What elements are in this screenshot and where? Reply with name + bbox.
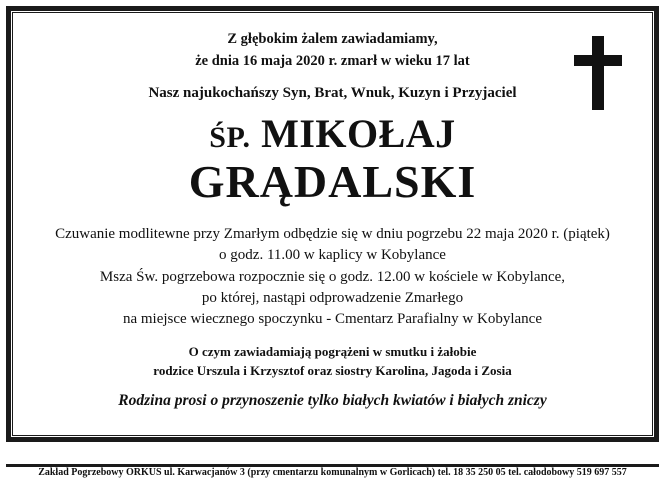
funeral-home-footer: Zakład Pogrzebowy ORKUS ul. Karwacjanów 3 (przy cmentarzu komunalnym w Gorlicach) tel. 18 35 250 05 tel. całodobowy 519 697 557 [38,467,627,478]
name-last: GRĄDALSKI [188,156,477,208]
family-request: Rodzina prosi o przynoszenie tylko białych kwiatów i białych zniczy [118,392,547,410]
cross-vertical-bar [592,36,604,110]
deceased-name [18,112,647,207]
closing-block [18,344,647,379]
detail-line: o godz. 11.00 w kaplicy w Kobylance [219,247,446,264]
intro-line-2: że dnia 16 maja 2020 r. zmarł w wieku 17 lat [195,52,470,69]
notice-content [18,18,647,431]
name-first: MIKOŁAJ [261,111,456,157]
relation-line: Nasz najukochańszy Syn, Brat, Wnuk, Kuzyn i Przyjaciel [148,85,517,102]
cross-icon [571,36,625,110]
detail-line: po której, nastąpi odprowadzenie Zmarłego [201,289,464,306]
bottom-rule [6,464,659,467]
closing-line: O czym zawiadamiają pogrążeni w smutku i żałobie [188,344,477,360]
ceremony-details [18,225,647,329]
detail-line: na miejsce wiecznego spoczynku - Cmentarz Parafialny w Kobylance [122,310,542,327]
detail-line: Czuwanie modlitewne przy Zmarłym odbędzie się w dniu pogrzebu 22 maja 2020 r. (piątek) [55,226,610,243]
detail-line: Msza Św. pogrzebowa rozpocznie się o godz. 12.00 w kościele w Kobylance, [99,268,566,285]
intro-line-1: Z głębokim żalem zawiadamiamy, [227,31,438,47]
name-first-line [18,112,647,155]
cross-horizontal-bar [574,55,622,66]
intro-block [18,30,647,70]
honorific: ŚP. [209,121,251,155]
closing-line: rodzice Urszula i Krzysztof oraz siostry Karolina, Jagoda i Zosia [153,362,512,378]
